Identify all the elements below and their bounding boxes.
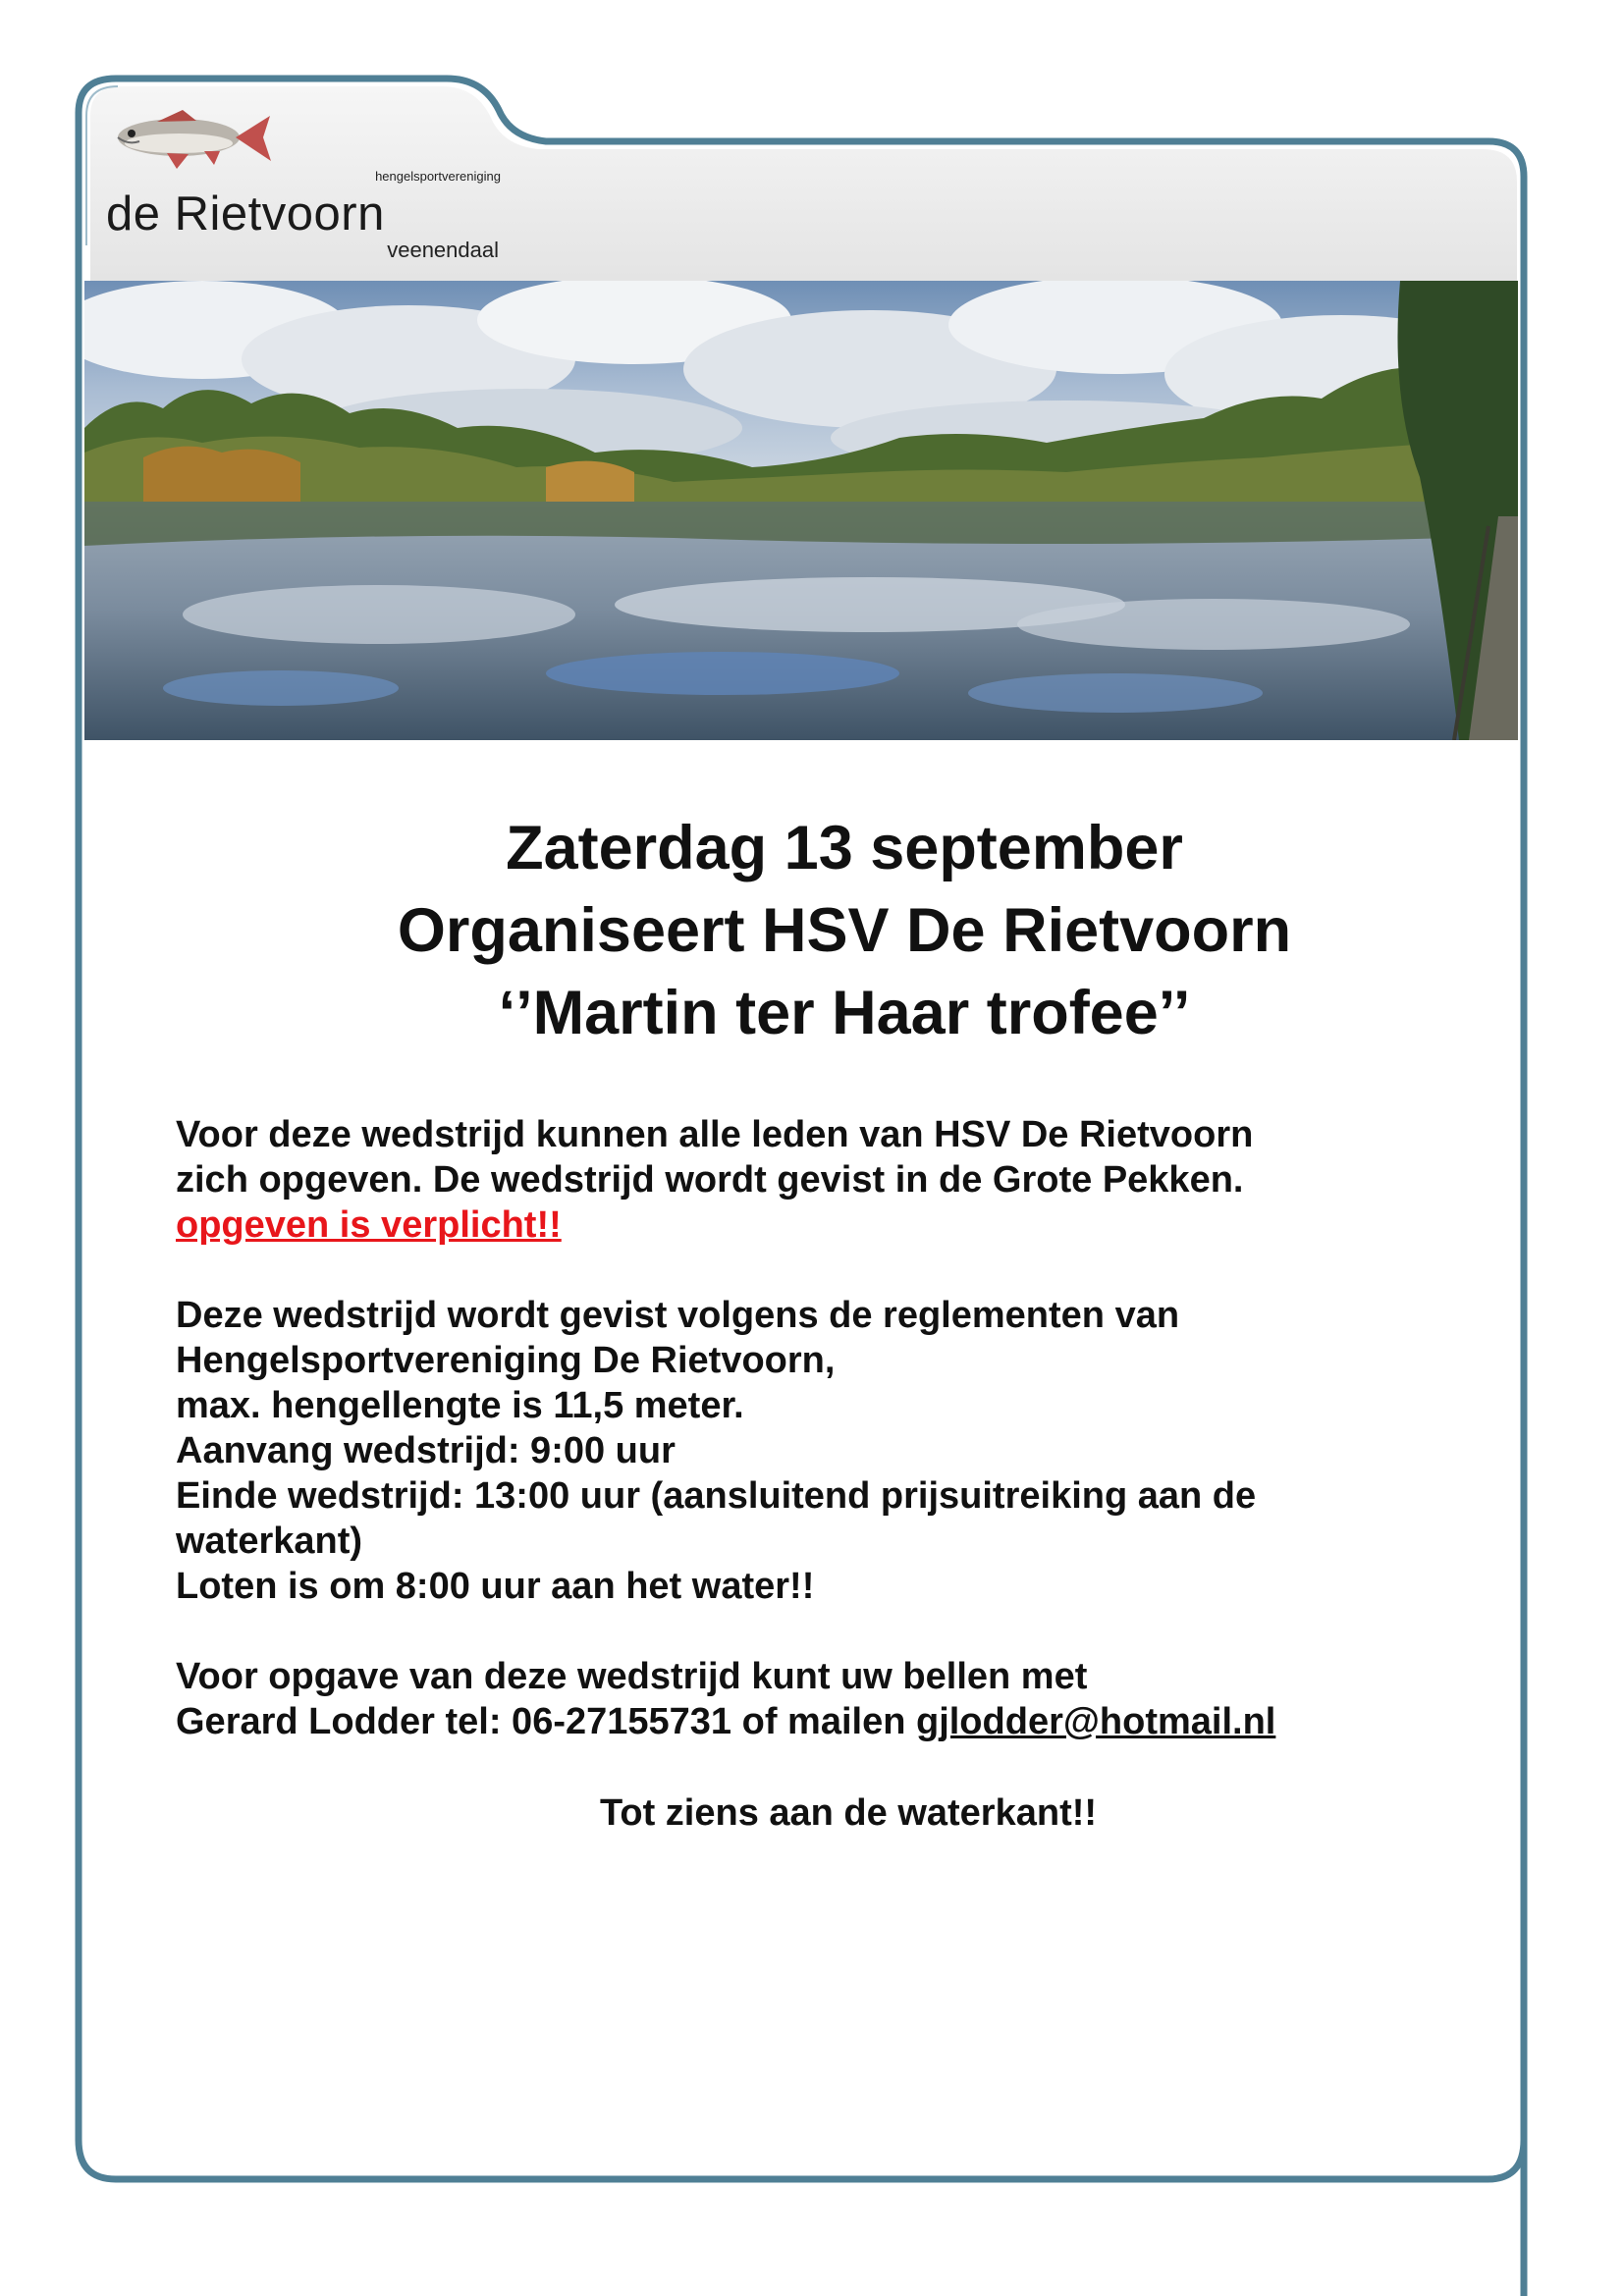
required-notice-link[interactable]: opgeven is verplicht!! — [176, 1204, 562, 1246]
closing-text: Tot ziens aan de waterkant!! — [599, 1792, 1098, 1834]
fish-icon — [98, 108, 275, 177]
rules-line-7: Loten is om 8:00 uur aan het water!! — [176, 1566, 815, 1607]
logo — [98, 108, 501, 265]
headline — [157, 807, 1532, 1054]
rules-line-5: Einde wedstrijd: 13:00 uur (aansluitend prijsuitreiking aan de — [176, 1475, 1257, 1517]
contact-line-2 — [176, 1699, 1501, 1744]
rules-line-6: waterkant) — [176, 1521, 363, 1562]
logo-city: veenendaal — [387, 238, 499, 262]
contact-line-1: Voor opgave van deze wedstrijd kunt uw bellen met — [176, 1656, 1088, 1697]
rules-line-4: Aanvang wedstrijd: 9:00 uur — [176, 1430, 676, 1471]
logo-name: de Rietvoorn — [106, 187, 385, 240]
contact-phone-text: Gerard Lodder tel: 06-27155731 of mailen — [176, 1701, 916, 1742]
headline-date: Zaterdag 13 september — [506, 814, 1183, 882]
rules-line-2: Hengelsportvereniging De Rietvoorn, — [176, 1340, 836, 1381]
rules-line-3: max. hengellengte is 11,5 meter. — [176, 1385, 744, 1426]
headline-organizer: Organiseert HSV De Rietvoorn — [397, 896, 1292, 965]
intro-line-1: Voor deze wedstrijd kunnen alle leden van HSV De Rietvoorn — [176, 1114, 1254, 1155]
rules-line-1: Deze wedstrijd wordt gevist volgens de reglementen van — [176, 1295, 1180, 1336]
email-link[interactable]: gjlodder@hotmail.nl — [915, 1701, 1276, 1742]
headline-event-name: ‘’Martin ter Haar trofee’’ — [498, 979, 1191, 1047]
event-details — [176, 1112, 1501, 1744]
lake-landscape-image — [84, 281, 1518, 740]
intro-line-2: zich opgeven. De wedstrijd wordt gevist in de Grote Pekken. — [176, 1159, 1244, 1201]
logo-association: hengelsportvereniging — [375, 169, 501, 184]
